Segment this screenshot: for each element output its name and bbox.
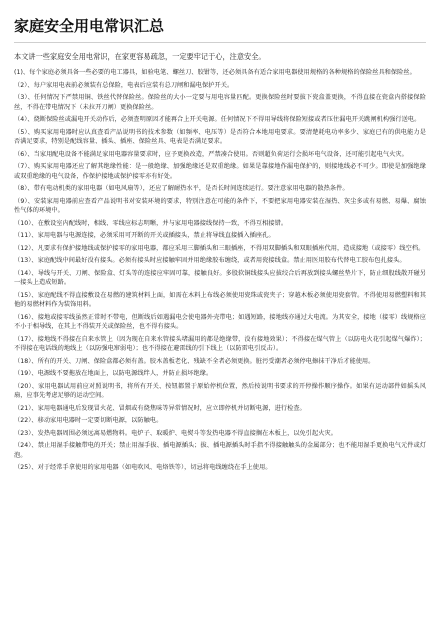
list-item: （15）、家庭配线不得直接敷设在易燃的建筑材料上面，如需在木料上布线必须使用瓷珠或瓷夹子；穿越木板必须使用瓷套管。不得使用易燃塑料和其他的易燃材料作为装饰用料。 (14, 291, 426, 308)
list-item: （19）、电源线不要拖放在地面上，以防电源线绊人，并防止损坏绝缘。 (14, 370, 213, 377)
list-item: （8）、带有电动机类的家用电器（如电风扇等），还应了解耐热水平，是否长时间连续运行。要注意家用电器的散热条件。 (14, 185, 349, 192)
list-item: （24）、禁止用湿手接触带电的开关；禁止用湿手拔、插电源插头；拔、插电源插头时手指不得接触触头的金属部分；也不能用湿手更换电气元件或灯泡。 (14, 442, 426, 459)
list-item: （10）、在敷设室内配线时，相线、零线应标志明晰，并与家用电器接线保持一致，不得互相接错。 (14, 219, 288, 227)
list-item: （12）、凡要求有保护接地线或保护接零的家用电器，都应采用三脚插头和三眼插座，不得用双脚插头和双眼插座代用，造成接地（或接零）线空档。 (14, 244, 425, 252)
list-item: （22）、移动家用电器时一定要切断电源，以防触电。 (14, 417, 163, 424)
list-item: （25）、对于经常手拿使用的家用电器（如电吹风、电烙铁等），切忌将电线缠绕在手上使用。 (14, 464, 272, 471)
list-item: （14）、导线与开关、刀闸、保险盒、灯头等的连接应牢固可靠，接触良好。多股软铜线接头应拔绞合后再放到接头螺丝垫片下，防止细股线散开碰另一接头上造成短路。 (14, 269, 426, 286)
item-list (14, 68, 426, 473)
list-item: (1)、每个家庭必须具备一些必要的电工器具，如验电笔、螺丝刀、胶钳等，还必须具备有适合家用电器使用规格的各种规格的保险丝具和保险丝。 (14, 69, 416, 76)
list-item: （18）、所有的开关、刀闸、保险盒都必须有盖。胶木盖板老化、残缺不全者必须更换。脏污受潮者必须停电擦抹干净后才能使用。 (14, 357, 375, 365)
list-item: （6）、当家用配电设备不能满足家用电器容量要求时，应予更换改造，严禁凑合使用。否则超负荷运行会损坏电气设备，还可能引起电气火灾。 (14, 150, 408, 158)
list-item: （13）、家庭配线中间最好没有接头。必须有接头时应接触牢固并用绝缘胶布缠绕，或者用瓷接线盒。禁止用医用胶布代替电工胶布包扎接头。 (14, 257, 406, 264)
list-item: （23）、发热电器周围必须远离易燃物料。电炉子、取暖炉、电熨斗等发热电器不得直接搁在木板上，以免引起火灾。 (14, 429, 337, 437)
list-item: （21）、家用电器通电后发现冒火花、冒烟或有烧焦味等异常情况时，应立即停机并切断电源，进行检查。 (14, 404, 306, 412)
list-item: （20）、家用电器试用前应对照说明书，将所有开关、按钮都置于原始停机位置，然后按说明书要求的开停操作顺序操作。如果有运动部件如摇头风扇，应事先考虑足够的运动空间。 (14, 382, 426, 399)
title-divider (14, 42, 426, 43)
list-item: （3）、任何情况下严禁用铜、铁丝代替保险丝。保险丝的大小一定要与用电容量匹配。更换保险丝时要拔下瓷盒盖更换，不得直接在瓷盒内搭接保险丝，不得在带电情况下（未拉开刀闸）更换保险丝。 (14, 94, 426, 111)
list-item: （11）、家用电器与电源连接，必须采用可开断的开关或插接头，禁止将导线直接插入插座孔。 (14, 232, 275, 239)
list-item: （16）、接地或接零线虽然正常时不带电，但断线后如遇漏电会使电器外壳带电；如遇短路，接地线亦通过大电流。为其安全，接地（接零）线规格应不小于相导线，在其上不得装开关或保险丝，也不得有接头。 (14, 313, 426, 330)
list-item: （2）、每户家用电表前必须装有总保险，电表后应装有总刀闸和漏电保护开关。 (14, 81, 234, 89)
intro-paragraph: 本文讲一些家庭安全用电常识，在家更容易疏忽，一定要牢记于心，注意安全。 (14, 52, 266, 61)
list-item: （7）、购买家用电器还应了解其绝缘性能：是一般绝缘、加强绝缘还是双重绝缘。如果是靠接地作漏电保护的，则接地线必不可少。即使是加强绝缘或双重绝缘的电气设备，作保护接地或保护接零亦有好处。 (14, 163, 426, 180)
list-item: （5）、购买家用电器时应认真查看产品说明书的技术参数（如频率、电压等）是否符合本地用电要求。要清楚耗电功率多少、家庭已有的供电能力是否满足要求，特别是配线容量、插头、插座、保险丝具、电表是否满足要求。 (14, 128, 426, 145)
list-item: （4）、烧断保险丝或漏电开关动作后，必须查明原因才能再合上开关电源。任何情况下不得用导线将保险短接或者压住漏电开关跳闸机构强行送电。 (14, 116, 421, 123)
list-item: （9）、安装家用电器前应查看产品说明书对安装环境的要求，特别注意在可能的条件下，不要把家用电器安装在湿热、灰尘多或有易燃、易爆、腐蚀性气体的环境中。 (14, 197, 426, 214)
list-item: （17）、接地线不得接在自来水管上（因为现在自来水管接头堵漏用的都是绝缘带，没有接地效果）；不得接在煤气管上（以防电火花引起煤气爆炸）；不得接在电话线的地线上（以防强电窜弱电）；也不得接在避雷线的引下线上（以防雷电引反击）。 (14, 335, 426, 352)
document-title: 家庭安全用电常识汇总 (14, 17, 165, 35)
